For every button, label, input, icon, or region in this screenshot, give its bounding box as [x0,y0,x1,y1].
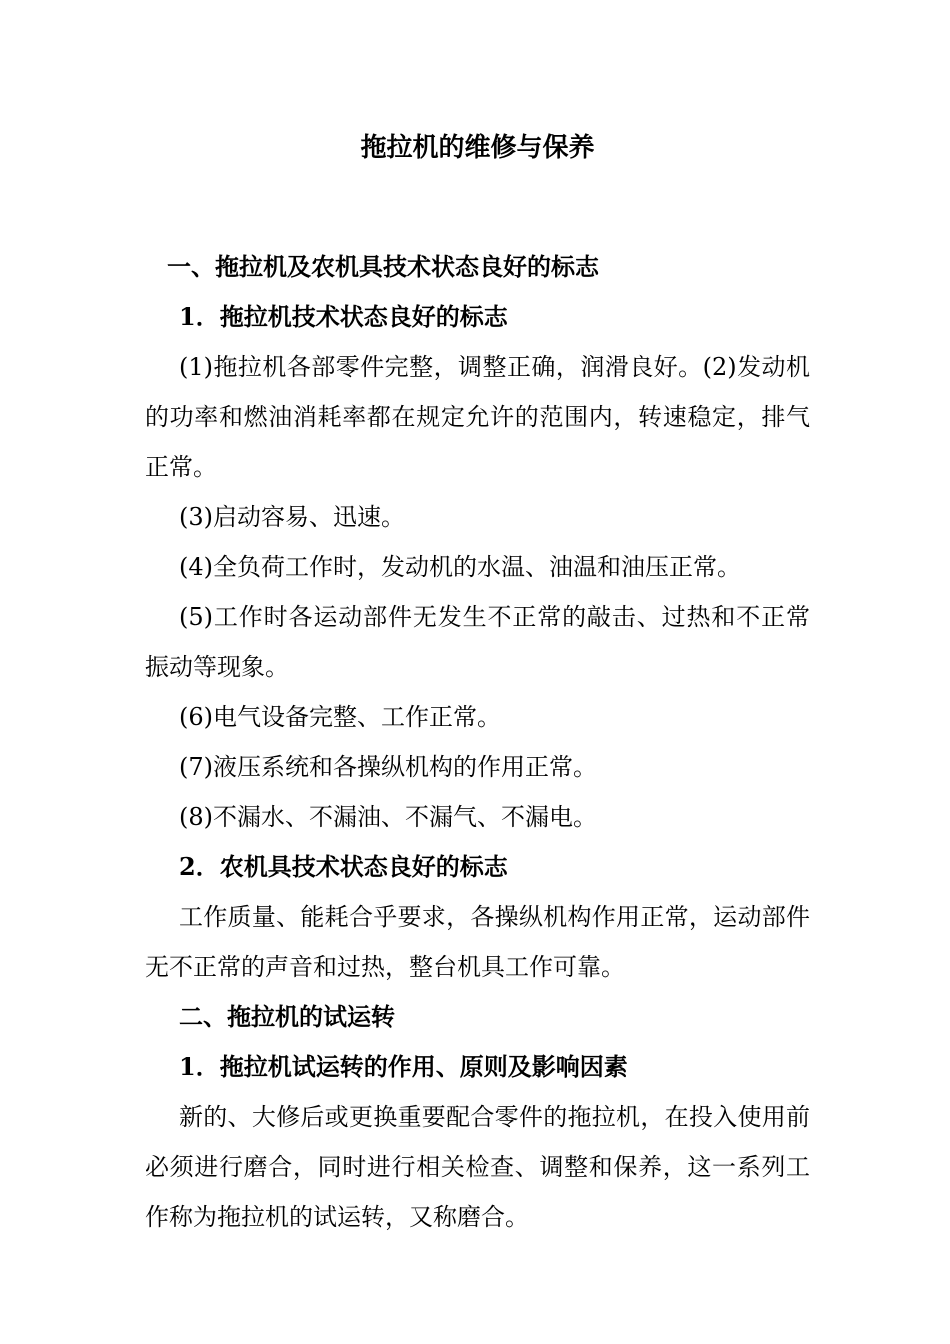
subsection-heading-1-1: 1．拖拉机技术状态良好的标志 [179,302,508,331]
list-item: (1)拖拉机各部零件完整，调整正确，润滑良好。(2)发动机的功率和燃油消耗率都在规定允许的范围内，转速稳定，排气正常。 [145,353,810,481]
document-title: 拖拉机的维修与保养 [360,133,595,163]
paragraph: 新的、大修后或更换重要配合零件的拖拉机，在投入使用前必须进行磨合，同时进行相关检查、调整和保养，这一系列工作称为拖拉机的试运转，又称磨合。 [145,1103,810,1231]
list-item: (3)启动容易、迅速。 [179,503,405,531]
list-item: (7)液压系统和各操纵机构的作用正常。 [179,753,597,781]
list-item: (6)电气设备完整、工作正常。 [179,703,501,731]
list-item: (8)不漏水、不漏油、不漏气、不漏电。 [179,803,597,831]
list-item: (5)工作时各运动部件无发生不正常的敲击、过热和不正常振动等现象。 [145,603,810,681]
subsection-heading-1-2: 2．农机具技术状态良好的标志 [179,852,508,881]
subsection-heading-2-1: 1．拖拉机试运转的作用、原则及影响因素 [179,1052,628,1081]
section-heading-2: 二、拖拉机的试运转 [179,1002,395,1031]
paragraph: 工作质量、能耗合乎要求，各操纵机构作用正常，运动部件无不正常的声音和过热，整台机具工作可靠。 [145,903,810,981]
list-item: (4)全负荷工作时，发动机的水温、油温和油压正常。 [179,553,741,581]
document-body [145,126,810,1242]
section-heading-1: 一、拖拉机及农机具技术状态良好的标志 [167,252,599,281]
